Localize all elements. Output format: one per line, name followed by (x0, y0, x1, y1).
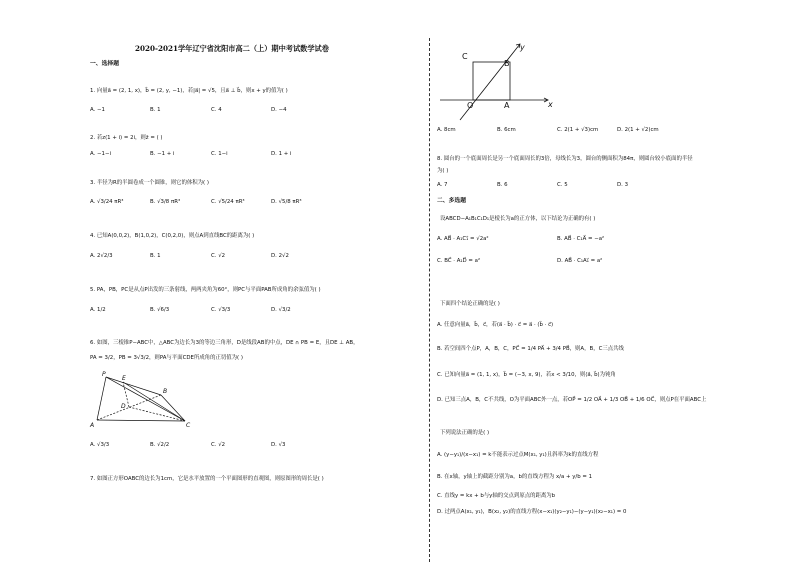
multi-question-2-option-d: D. 已知三点A，B，C不共线，O为平面ABC外一点，若OP⃗ = 1/2 OA⃗ + 1/3 OB⃗ + 1/6 OC⃗，则点P在平面ABC上 (437, 397, 707, 403)
question-4-option-c: C. √2 (211, 253, 226, 259)
question-3-option-a: A. √3/24 πR³ (90, 199, 124, 205)
question-3-option-b: B. √3/8 πR³ (150, 199, 181, 205)
question-8-stem-line1: 8. 圆台的一个底面周长是另一个底面周长的3倍，母线长为3，圆台的侧面积为84π，则圆台较小底面的半径 (437, 156, 693, 162)
multi-question-1-stem: 设ABCD−A₁B₁C₁D₁是棱长为a的正方体，以下结论为正确的有( ) (440, 216, 596, 222)
multi-question-2-option-a: A. 任意向量a⃗，b⃗，c⃗，若(a⃗ · b⃗) · c⃗ = a⃗ · (b⃗ · c⃗) (437, 322, 554, 328)
multi-question-3-option-b: B. 在x轴，y轴上的截距分别为a，b的直线方程为 x/a + y/b = 1 (437, 474, 593, 480)
multi-question-3-stem: 下列说法正确的是( ) (440, 430, 490, 436)
multi-question-1-option-a: A. AB⃗ · A₁C₁⃗ = √2a² (437, 236, 489, 242)
question-5-stem: 5. PA，PB，PC是从点P出发的三条射线，两两夹角为60°，则PC与平面PAB所成角的余弦值为( ) (90, 287, 321, 293)
multi-question-3-option-a: A. (y−y₁)/(x−x₁) = k不能表示过点M(x₁, y₁)且斜率为k的直线方程 (437, 452, 599, 458)
question-8-stem-line2: 为( ) (437, 168, 449, 174)
question-5-option-a: A. 1/2 (90, 307, 106, 313)
multi-question-1-option-d: D. AB⃗ · C₁A₁⃗ = a² (557, 258, 603, 264)
question-8-option-d: D. 3 (617, 182, 629, 188)
question-1-option-b: B. 1 (150, 107, 161, 113)
question-4-option-d: D. 2√2 (271, 253, 289, 259)
question-8-option-a: A. 7 (437, 182, 448, 188)
vertex-label-b: B (163, 388, 168, 395)
multi-question-3-option-c: C. 直线y = kx + b与y轴的交点到原点的距离为b (437, 493, 556, 499)
square-figure (440, 40, 565, 115)
question-1-option-a: A. −1 (90, 107, 105, 113)
vertex-label-d: D (121, 403, 126, 410)
question-7-stem: 7. 如图正方形OABC的边长为1cm，它是水平放置的一个平面图形的直观图，则原图形的周长是( ) (90, 476, 324, 482)
multi-question-1-option-b: B. AB⃗ · C₁A⃗ = −a² (557, 236, 605, 242)
question-3-stem: 3. 半径为R的半圆卷成一个圆锥，则它的体积为( ) (90, 180, 209, 186)
question-6-option-a: A. √3/3 (90, 442, 110, 448)
question-2-option-a: A. −1−i (90, 151, 111, 157)
question-2-stem: 2. 若z(1 + i) = 2i，则z̄ = ( ) (90, 135, 163, 141)
question-3-option-c: C. √5/24 πR³ (211, 199, 245, 205)
multi-question-2-stem: 下面四个结论正确的是( ) (440, 301, 500, 307)
question-1-stem: 1. 向量a⃗ = (2, 1, x)，b⃗ = (2, y, −1)，若|a⃗| = √5，且a⃗ ⊥ b⃗，则x + y的值为( ) (90, 88, 288, 94)
question-5-option-b: B. √6/3 (150, 307, 170, 313)
vertex-label-c: C (462, 52, 468, 61)
question-8-option-c: C. 5 (557, 182, 568, 188)
axis-label-x: x (548, 100, 553, 109)
question-6-stem-line1: 6. 如图，三棱锥P−ABC中，△ABC为边长为3的等边三角形，D是线段AB的中点，DE ∩ PB = E，且DE ⊥ AB， (90, 340, 359, 346)
column-divider (429, 38, 430, 562)
question-6-option-c: C. √2 (211, 442, 226, 448)
question-5-option-d: D. √3/2 (271, 307, 291, 313)
pyramid-figure (90, 370, 210, 430)
question-6-stem-line2: PA = 3/2，PB = 3√3/2，则PA与平面CDE所成角的正切值为( ) (90, 355, 243, 361)
question-4-option-a: A. 2√2/3 (90, 253, 113, 259)
section-multi-choice: 二、多选题 (437, 198, 466, 204)
multi-question-3-option-d: D. 过两点A(x₁, y₁)，B(x₂, y₂)的直线方程(x−x₁)(y₂−y₁)−(y−y₁)(x₂−x₁) = 0 (437, 509, 627, 515)
question-7-option-b: B. 6cm (497, 127, 516, 133)
question-5-option-c: C. √3/3 (211, 307, 231, 313)
vertex-label-a: A (90, 422, 95, 429)
vertex-label-c: C (186, 422, 191, 429)
paper-title: 2020-2021学年辽宁省沈阳市高二（上）期中考试数学试卷 (135, 44, 329, 53)
vertex-label-e: E (122, 375, 126, 382)
multi-question-1-option-c: C. BC⃗ · A₁D⃗ = a² (437, 258, 481, 264)
vertex-label-o: O (467, 101, 474, 110)
question-8-option-b: B. 6 (497, 182, 508, 188)
question-2-option-d: D. 1 + i (271, 151, 292, 157)
question-2-option-b: B. −1 + i (150, 151, 175, 157)
axis-label-y: y (520, 43, 525, 52)
question-7-option-c: C. 2(1 + √3)cm (557, 127, 599, 133)
question-6-option-b: B. √2/2 (150, 442, 170, 448)
question-1-option-d: D. −4 (271, 107, 287, 113)
section-single-choice: 一、选择题 (90, 61, 119, 67)
question-3-option-d: D. √5/8 πR³ (271, 199, 302, 205)
multi-question-2-option-b: B. 若空间四个点P，A，B，C，PC⃗ = 1/4 PA⃗ + 3/4 PB⃗，则A，B，C三点共线 (437, 346, 624, 352)
vertex-label-b: B (504, 59, 510, 68)
question-6-option-d: D. √3 (271, 442, 286, 448)
vertex-label-a: A (504, 101, 510, 110)
question-2-option-c: C. 1−i (211, 151, 228, 157)
vertex-label-p: P (102, 371, 106, 378)
question-7-option-a: A. 8cm (437, 127, 456, 133)
question-7-option-d: D. 2(1 + √2)cm (617, 127, 659, 133)
question-4-stem: 4. 已知A(0,0,2)，B(1,0,2)，C(0,2,0)，则点A到直线BC的距离为( ) (90, 233, 255, 239)
multi-question-2-option-c: C. 已知向量a⃗ = (1, 1, x)，b⃗ = (−3, x, 9)，若x < 3/10，则⟨a⃗, b⃗⟩为钝角 (437, 372, 616, 378)
question-4-option-b: B. 1 (150, 253, 161, 259)
question-1-option-c: C. 4 (211, 107, 222, 113)
